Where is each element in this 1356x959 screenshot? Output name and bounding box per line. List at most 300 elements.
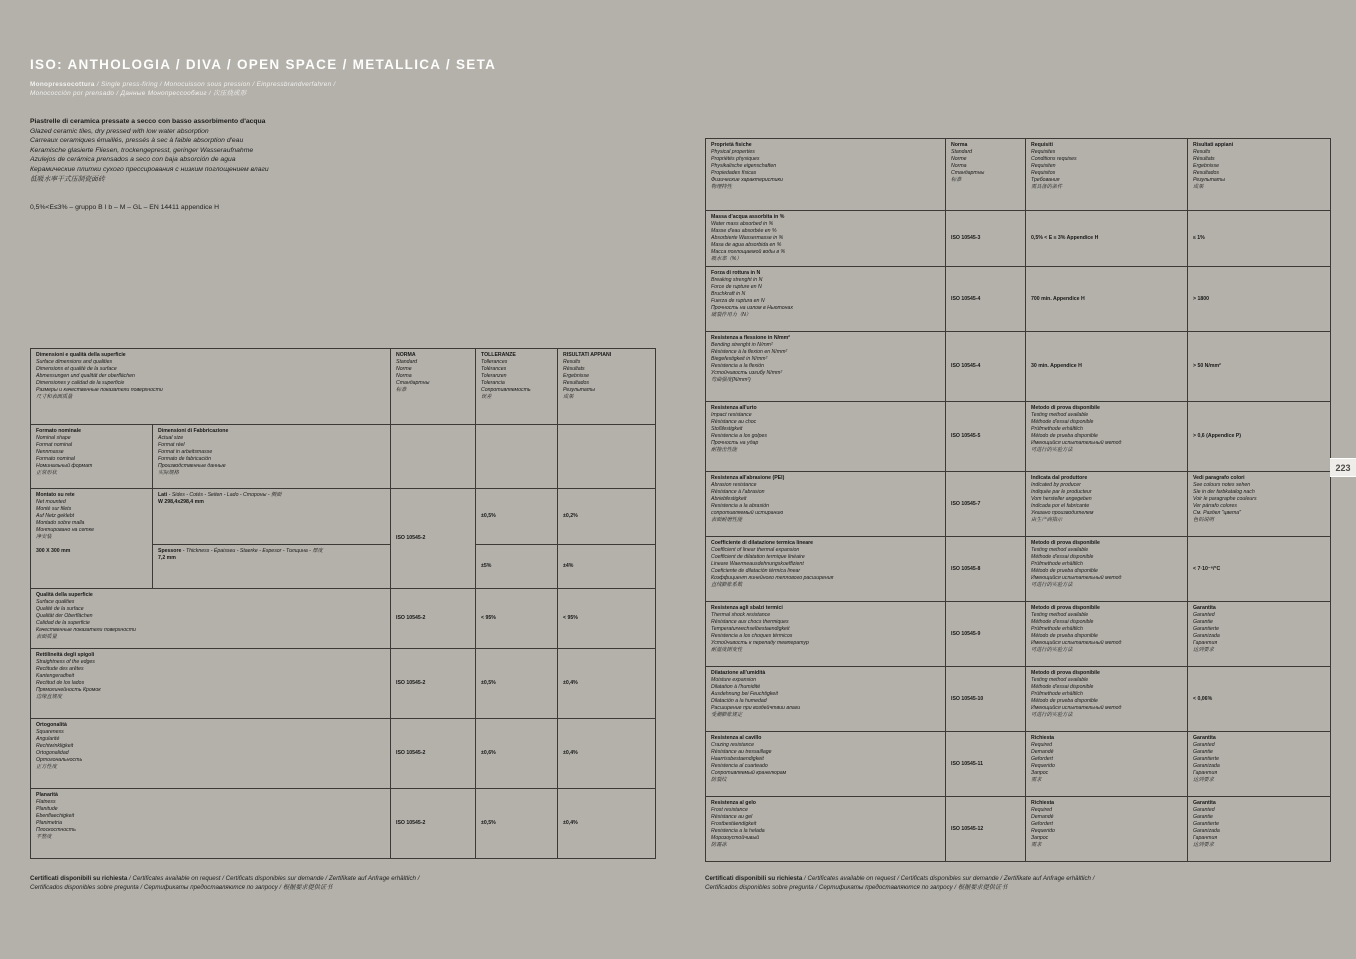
text-line: Crazing resistance: [711, 742, 754, 748]
text-line: Monté sur filets: [36, 506, 72, 512]
value-cell: [946, 402, 1026, 472]
dimensions-quality-table: [30, 348, 656, 859]
text-line: Garanizada: [1193, 828, 1220, 834]
text-line: 低吸水率干式压制瓷面砖: [30, 175, 105, 183]
text-line: 成果: [1193, 184, 1204, 190]
text-line: Ebenflaechigkeit: [36, 813, 75, 819]
text-line: Indicata dal produttore: [1031, 475, 1088, 481]
text-line: Résistance aux chocs thermiques: [711, 619, 789, 625]
text-line: Metodo di prova disponibile: [1031, 670, 1100, 676]
text-line: Indicated by producer: [1031, 482, 1081, 488]
value-cell: [391, 589, 476, 649]
text-line: < 95%: [563, 615, 578, 621]
text-line: < 95%: [481, 615, 496, 621]
text-line: 可进行的实验方法: [1031, 582, 1073, 588]
text-line: Nennmasse: [36, 449, 64, 455]
text-line: См. Раздел "цвета": [1193, 510, 1241, 516]
text-line: Garanted: [1193, 807, 1215, 813]
value-cell: [558, 425, 656, 489]
text-line: Norma: [951, 163, 967, 169]
text-line: ISO 10545-11: [951, 760, 984, 767]
text-line: Coefficiente di dilatazione termica lineare: [711, 540, 814, 546]
text-line: Ergebnisse: [1193, 163, 1219, 169]
text-line: Прямолинейность Кромок: [36, 687, 101, 693]
table-row: [31, 789, 656, 859]
text-line: Гарантия: [1193, 770, 1218, 776]
text-line: Garanizada: [1193, 633, 1220, 639]
value-cell: [1026, 537, 1188, 602]
value-cell: [1026, 211, 1188, 267]
row-label-cell: [706, 402, 946, 472]
text-line: Masa de agua absorbida en %: [711, 242, 782, 248]
text-line: Método de prueba disponible: [1031, 633, 1098, 639]
text-line: Керамические плитки сухого прессирования с низким поглощением влаги: [30, 165, 269, 173]
text-line: Propriétés physiques: [711, 156, 760, 162]
text-line: Результаты: [1193, 177, 1225, 183]
value-cell: [946, 602, 1026, 667]
value-cell: [1188, 472, 1331, 537]
text-line: ISO 10545-10: [951, 695, 984, 702]
table-row: [706, 332, 1331, 402]
text-line: Coeficiente de dilatación térmica linear: [711, 568, 801, 574]
text-line: Résultats: [563, 366, 585, 372]
text-line: ISO 10545-2: [396, 615, 426, 621]
certificates-note-left: [30, 874, 419, 893]
text-line: Format réel: [158, 442, 185, 448]
text-line: Surface dimensions and qualities: [36, 359, 113, 365]
value-cell: [1026, 267, 1188, 332]
value-cell: [1188, 211, 1331, 267]
text-line: Prüfmethode erhältlich: [1031, 426, 1083, 432]
value-cell: [558, 649, 656, 719]
text-line: Dimensioni e qualità della superficie: [36, 352, 126, 358]
text-line: Stoßfestigkeit: [711, 426, 743, 432]
text-line: сопротивляемый истиранию: [711, 510, 784, 516]
row-label-cell: [706, 267, 946, 332]
text-line: Piastrelle di ceramica pressate a secco con basso assorbimento d'acqua: [30, 118, 266, 125]
text-line: > 0,6 (Appendice P): [1193, 433, 1241, 439]
text-line: Abriebfestigkeit: [711, 496, 747, 502]
text-line: Résistance au gel: [711, 814, 753, 820]
text-line: Garantie: [1193, 619, 1213, 625]
page-title: ISO: ANTHOLOGIA / DIVA / OPEN SPACE / METALLICA / SETA: [30, 57, 497, 72]
text-line: ISO 10545-9: [951, 630, 981, 637]
text-line: Устойчивость к перепаду температур: [711, 640, 809, 646]
text-line: Format in arbeitsmasse: [158, 449, 213, 455]
table-row: [706, 211, 1331, 267]
text-line: 误差: [481, 394, 492, 400]
table-row: [31, 719, 656, 789]
text-line: Qualità della superficie: [36, 592, 93, 598]
table-row: [706, 732, 1331, 797]
text-line: Масса поглощаемой воды в %: [711, 249, 786, 255]
text-line: 达到要求: [1193, 842, 1214, 848]
row-label-cell: [31, 649, 391, 719]
text-line: Richiesta: [1031, 800, 1055, 806]
value-cell: [391, 789, 476, 859]
text-line: Resultados: [563, 380, 589, 386]
text-line: Absorbierte Wassermasse in %: [711, 235, 784, 241]
text-line: Physikalische eigenschaften: [711, 163, 777, 169]
text-line: 吸水率（%）: [711, 256, 742, 262]
value-cell: [1026, 602, 1188, 667]
text-line: Résistence à la flexion en N/mm²: [711, 349, 788, 355]
text-line: Coefficient de dilatation termique linéaire: [711, 554, 805, 560]
value-cell: [946, 472, 1026, 537]
text-line: Net mounted: [36, 499, 66, 505]
text-line: Méthode d'essai disponible: [1031, 619, 1094, 625]
row-label-cell: [31, 489, 153, 589]
value-cell: [1026, 332, 1188, 402]
text-line: Indicada por el fabricante: [1031, 503, 1090, 509]
text-line: ISO 10545-2: [396, 535, 426, 541]
text-line: Results: [563, 359, 581, 365]
text-line: Указано производителем: [1031, 510, 1094, 516]
value-cell: [558, 589, 656, 649]
text-line: ISO 10545-4: [951, 295, 981, 302]
text-line: Temperaturwechselbestaendigkeit: [711, 626, 790, 632]
text-line: 耐温度剧变性: [711, 647, 743, 653]
text-line: 弯曲强度(N/mm²): [711, 377, 751, 383]
text-line: Имеющийся испытательный метод: [1031, 705, 1122, 711]
value-cell: [1188, 332, 1331, 402]
value-cell: [946, 537, 1026, 602]
text-line: Montato su rete: [36, 492, 75, 498]
row-label-cell: [706, 602, 946, 667]
text-line: Сопротивляемость: [481, 387, 531, 393]
text-line: Formato nominal: [36, 456, 75, 462]
text-line: Format nominal: [36, 442, 73, 448]
column-header-cell: [1188, 139, 1331, 211]
text-line: ±0,5%: [481, 820, 496, 826]
value-cell: [946, 797, 1026, 862]
text-line: Voir le paragraphe couleurs: [1193, 496, 1257, 502]
text-line: Metodo di prova disponibile: [1031, 405, 1100, 411]
text-line: Resistenza all'abrasione (PEI): [711, 475, 785, 481]
text-line: [36, 541, 147, 548]
text-line: Standard: [951, 149, 973, 155]
text-line: Norma: [396, 373, 412, 379]
row-label-cell: [706, 797, 946, 862]
spec-table: [705, 138, 1331, 862]
text-line: Requisiti: [1031, 142, 1053, 148]
text-line: Méthode d'essai disponible: [1031, 684, 1094, 690]
text-line: Norme: [951, 156, 967, 162]
text-line: 标准: [951, 177, 962, 183]
text-line: Garantierte: [1193, 821, 1219, 827]
text-line: Tollerances: [481, 359, 508, 365]
text-line: Dilatation à l'humidité: [711, 684, 761, 690]
physical-properties-table: [705, 138, 1331, 862]
text-line: Breaking strenght in N: [711, 277, 763, 283]
value-cell: [558, 789, 656, 859]
text-line: Método de prueba disponible: [1031, 568, 1098, 574]
text-line: Testing method available: [1031, 547, 1089, 553]
text-line: 破裂作用力（N）: [711, 312, 752, 318]
text-line: 达到要求: [1193, 777, 1214, 783]
text-line: Auf Netz geklebt: [36, 513, 75, 519]
text-line: Garantie: [1193, 749, 1213, 755]
text-line: 受潮膨胀规定: [711, 712, 743, 718]
text-line: Dilatazione all'umidità: [711, 670, 766, 676]
value-cell: [1026, 667, 1188, 732]
row-label-cell: [706, 732, 946, 797]
column-header-cell: [391, 349, 476, 425]
text-line: 成果: [563, 394, 574, 400]
text-line: Garantita: [1193, 735, 1216, 741]
text-line: 可进行的实验方法: [1031, 712, 1073, 718]
text-line: Resistencia al cuarteado: [711, 763, 768, 769]
text-line: 表面耐磨性能: [711, 517, 743, 523]
text-line: Resistenza all'urto: [711, 405, 757, 411]
text-line: Conditions requises: [1031, 156, 1077, 162]
text-line: 7,2 mm: [158, 555, 176, 561]
row-label-cell: [153, 545, 391, 589]
text-line: Прочность на излом в Ньютонах: [711, 305, 793, 311]
text-line: ISO 10545-4: [951, 363, 981, 369]
text-line: Ausdehnung bei Feuchtigkeit: [711, 691, 778, 697]
text-line: Calidad de la superficie: [36, 620, 90, 626]
text-line: Ortogonalità: [36, 722, 67, 728]
text-line: ±0,4%: [563, 820, 578, 826]
text-line: Abrasion resistance: [711, 482, 757, 488]
text-line: Propiedades físicas: [711, 170, 757, 176]
value-cell: [391, 719, 476, 789]
text-line: 正常形状: [36, 470, 57, 476]
text-line: Glazed ceramic tiles, dry pressed with low water absorption: [30, 127, 209, 135]
text-line: Bruchkraft in N: [711, 291, 746, 297]
value-cell: [153, 489, 391, 545]
text-line: Имеющийся испытательный метод: [1031, 640, 1122, 646]
column-header-cell: [946, 139, 1026, 211]
text-line: Requisiten: [1031, 163, 1056, 169]
text-line: Ортогональность: [36, 757, 83, 763]
text-line: Производственные данные: [158, 463, 226, 469]
text-line: NORMA: [396, 352, 416, 358]
text-line: Коэффициент линейного теплового расширения: [711, 575, 834, 581]
text-line: Testing method available: [1031, 412, 1089, 418]
text-line: Устойчивость изгибу N/mm²: [711, 370, 783, 376]
text-line: Flatness: [36, 799, 56, 805]
text-line: Garanted: [1193, 742, 1215, 748]
value-cell: [946, 267, 1026, 332]
text-line: Rectitude des arêtes: [36, 666, 84, 672]
text-line: Abmessungen und qualität der oberflächen: [36, 373, 135, 379]
text-line: ISO 10545-3: [951, 235, 981, 241]
text-line: Prüfmethode erhältlich: [1031, 626, 1083, 632]
text-line: 防裂纹: [711, 777, 727, 783]
table-row: [706, 402, 1331, 472]
value-cell: [1188, 797, 1331, 862]
text-line: ±4%: [563, 563, 574, 569]
value-cell: [1188, 267, 1331, 332]
text-line: ISO 10545-2: [396, 680, 426, 686]
text-line: Требования: [1031, 177, 1060, 183]
text-line: Formato nominale: [36, 428, 81, 434]
text-line: Физические характеристики: [711, 177, 783, 183]
value-cell: [476, 489, 558, 545]
row-label-cell: [706, 667, 946, 732]
text-line: Planitude: [36, 806, 58, 812]
text-line: Garantierte: [1193, 756, 1219, 762]
text-line: Monococción por prensado / Данные Монопрессообжиг / 次压烧成形: [30, 90, 247, 97]
text-line: ±0,4%: [563, 750, 578, 756]
text-line: ISO 10545-2: [396, 820, 426, 826]
value-cell: [391, 489, 476, 589]
text-line: Номинальный формат: [36, 463, 93, 469]
value-cell: [1026, 402, 1188, 472]
text-line: 直线膨胀系数: [711, 582, 743, 588]
text-line: Tolérances: [481, 366, 507, 372]
table-row: [706, 537, 1331, 602]
text-line: Massa d'acqua assorbita in %: [711, 214, 785, 220]
text-line: Certificati disponibili su richiesta / Certificates available on request / Certificats disponibles sur demande / Zertifikate auf Anfrage erhältlich /: [30, 875, 420, 882]
text-line: Sie in der farbkatalog nach: [1193, 489, 1255, 495]
text-line: Metodo di prova disponibile: [1031, 540, 1100, 546]
text-line: ±0,6%: [481, 750, 496, 756]
text-line: Squareness: [36, 729, 64, 735]
text-line: Garantierte: [1193, 626, 1219, 632]
text-line: Ergebnisse: [563, 373, 589, 379]
text-line: Planimetria: [36, 820, 62, 826]
text-line: Результаты: [563, 387, 595, 393]
table-row: [31, 425, 656, 489]
text-line: Méthode d'essai disponible: [1031, 419, 1094, 425]
column-header-cell: [31, 349, 391, 425]
text-line: Standard: [396, 359, 418, 365]
text-line: Demandé: [1031, 749, 1054, 755]
text-line: ISO 10545-12: [951, 825, 984, 832]
value-cell: [946, 732, 1026, 797]
text-line: Resistenza agli sbalzi termici: [711, 605, 783, 611]
text-line: Garanted: [1193, 612, 1215, 618]
text-line: Стандартны: [396, 380, 430, 386]
row-label-cell: [31, 719, 391, 789]
value-cell: [1188, 402, 1331, 472]
column-header-cell: [706, 139, 946, 211]
text-line: Dilatación a la humedad: [711, 698, 767, 704]
text-line: Résistance au tressaillage: [711, 749, 772, 755]
table-row: [31, 489, 656, 545]
text-line: ±0,5%: [481, 680, 496, 686]
text-line: Стандартны: [951, 170, 985, 176]
text-line: RISULTATI APPIANI: [563, 352, 612, 358]
classification-line: 0,5%<E≤3% – gruppo B I b – M – GL – EN 14411 appendice H: [30, 204, 220, 211]
text-line: 边缘直规度: [36, 694, 62, 700]
text-line: Resistencia a los golpes: [711, 433, 767, 439]
text-line: 700 min. Appendice H: [1031, 295, 1085, 302]
text-line: See colours notes sehen: [1193, 482, 1251, 488]
text-line: Proprietà fisiche: [711, 142, 752, 148]
value-cell: [476, 649, 558, 719]
text-line: Formato de fabricación: [158, 456, 212, 462]
text-line: Гарантия: [1193, 835, 1218, 841]
text-line: Forza di rottura in N: [711, 270, 761, 276]
text-line: Плоскостность: [36, 827, 76, 833]
row-label-cell: [31, 425, 153, 489]
text-line: Indiquée par le producteur: [1031, 489, 1092, 495]
text-line: Qualité de la surface: [36, 606, 84, 612]
text-line: Masse d'eau absorbée en %: [711, 228, 777, 234]
text-line: Resistenza a flessione in N/mm²: [711, 335, 790, 341]
page-number-tab: [1330, 458, 1356, 477]
text-line: Dimensioni di Fabbricazione: [158, 428, 229, 434]
text-line: Kantengeradheit: [36, 673, 75, 679]
text-line: ISO 10545-2: [396, 750, 426, 756]
column-header-cell: [476, 349, 558, 425]
text-line: Testing method available: [1031, 677, 1089, 683]
text-line: 需具备的条件: [1031, 184, 1063, 190]
value-cell: [476, 789, 558, 859]
table-header-row: [706, 139, 1331, 211]
text-line: 标准: [396, 387, 407, 393]
text-line: Résultats: [1193, 156, 1215, 162]
value-cell: [558, 719, 656, 789]
row-label-cell: [706, 332, 946, 402]
text-line: ISO 10545-7: [951, 500, 981, 507]
text-line: Metodo di prova disponibile: [1031, 605, 1100, 611]
page-number: 223: [1335, 462, 1351, 473]
text-line: Required: [1031, 742, 1053, 748]
text-line: 需求: [1031, 842, 1042, 848]
text-line: Keramische glasierte Fliesen, trockengepresst, geringer Wasseraufnahme: [30, 146, 254, 154]
text-line: Certificados disponibles sobre pregunta / Сертификаты предоставляются по запросу / 根据要求提供证书: [30, 884, 333, 892]
row-label-cell: [31, 589, 391, 649]
text-line: Straightness of the edges: [36, 659, 95, 665]
text-line: Tolerancia: [481, 380, 505, 386]
text-line: 实际规格: [158, 470, 179, 476]
value-cell: [1026, 732, 1188, 797]
page-subtitle: [30, 80, 336, 98]
text-line: Lineare Waermeausdehnungskoeffizient: [711, 561, 804, 567]
table-row: [706, 472, 1331, 537]
value-cell: [1188, 602, 1331, 667]
text-line: Размеры и качественные показатели поверхности: [36, 387, 163, 393]
value-cell: [1026, 472, 1188, 537]
text-line: Dimensions et qualité de la surface: [36, 366, 117, 372]
row-label-cell: [706, 472, 946, 537]
text-line: Garantita: [1193, 800, 1216, 806]
text-line: Surface qualities: [36, 599, 75, 605]
text-line: Monopressocottura / Single press-firing / Monocuisson sous pression / Einpressbrandverfahren /: [30, 81, 336, 88]
text-line: Dimensiones y calidad de la superficie: [36, 380, 125, 386]
row-label-cell: [706, 211, 946, 267]
text-line: Vedi paragrafo colori: [1193, 475, 1245, 481]
text-line: 30 min. Appendice H: [1031, 363, 1082, 369]
text-line: ISO 10545-8: [951, 565, 981, 572]
text-line: Расширение при воздейчтвии влаги: [711, 705, 801, 711]
text-line: Resistencia a los choques térmicos: [711, 633, 793, 639]
text-line: ±0,5%: [481, 513, 496, 519]
intro-block: [30, 117, 430, 184]
text-line: Método de prueba disponible: [1031, 698, 1098, 704]
text-line: Toleranzen: [481, 373, 507, 379]
text-line: 0,5% < E ≤ 3% Appendice H: [1031, 235, 1099, 241]
text-line: Resistenza al gelo: [711, 800, 756, 806]
text-line: < 7·10⁻⁶/°C: [1193, 565, 1221, 572]
text-line: Demandé: [1031, 814, 1054, 820]
value-cell: [476, 545, 558, 589]
text-line: 防霜冻: [711, 842, 727, 848]
text-line: Frostbestäendigkeit: [711, 821, 757, 827]
value-cell: [391, 425, 476, 489]
table-row: [706, 797, 1331, 862]
value-cell: [946, 211, 1026, 267]
text-line: Physical properties: [711, 149, 755, 155]
text-line: Angularité: [36, 736, 60, 742]
text-line: Resistencia a la helada: [711, 828, 765, 834]
text-line: Montado sobre malla: [36, 520, 85, 526]
